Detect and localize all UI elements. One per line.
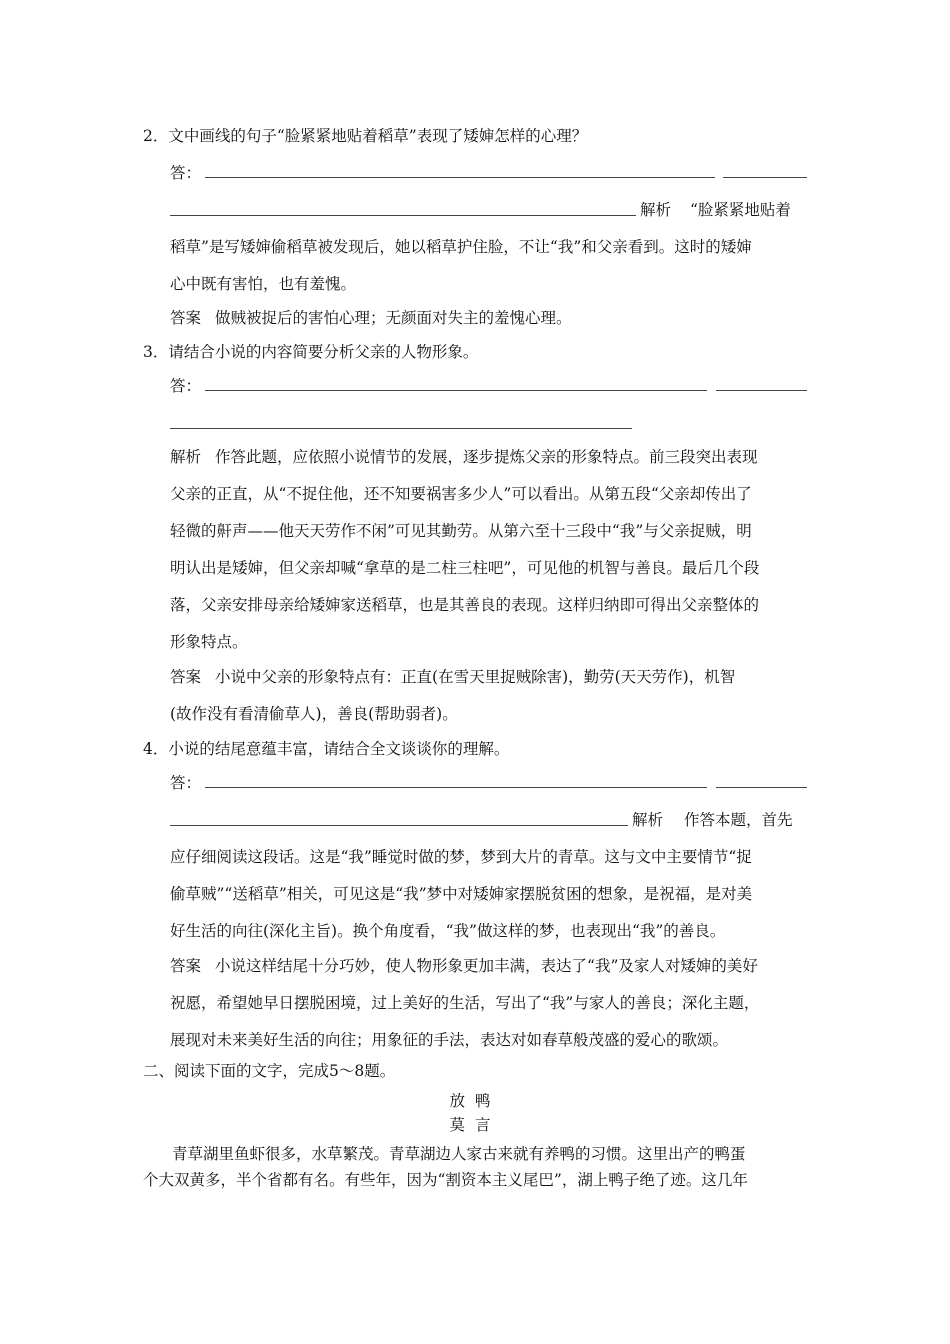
question-4: 4．小说的结尾意蕴丰富，请结合全文谈谈你的理解。 xyxy=(143,740,510,758)
story-paragraph: 青草湖里鱼虾很多，水草繁茂。青草湖边人家古来就有养鸭的习惯。这里出产的鸭蛋 xyxy=(172,1145,746,1163)
analysis-text-3: 形象特点。 xyxy=(170,633,248,651)
answer-text: 做贼被捉后的害怕心理；无颜面对失主的羞愧心理。 xyxy=(215,309,572,327)
section-heading: 二、阅读下面的文字，完成5～8题。 xyxy=(143,1062,396,1080)
answer-4 xyxy=(170,956,758,976)
analysis-text-2: 心中既有害怕，也有羞愧。 xyxy=(170,275,357,293)
answer-blank-line xyxy=(170,215,636,216)
answer-text-4: 祝愿，希望她早日摆脱困境，过上美好的生活，写出了“我”与家人的善良；深化主题， xyxy=(170,994,760,1012)
answer-blank-line xyxy=(205,787,707,788)
answer-blank-line xyxy=(170,428,632,429)
analysis-label-2: 解析 xyxy=(640,201,672,219)
analysis-text-3: 父亲的正直，从“不捉住他，还不知要祸害多少人”可以看出。从第五段“父亲却传出了 xyxy=(170,485,752,503)
answer-text-4: 展现对未来美好生活的向往；用象征的手法，表达对如春草般茂盛的爱心的歌颂。 xyxy=(170,1031,729,1049)
analysis-text-4: 应仔细阅读这段话。这是“我”睡觉时做的梦，梦到大片的青草。这与文中主要情节“捉 xyxy=(170,848,752,866)
analysis-label-4: 解析 xyxy=(632,811,664,829)
answer-blank-line xyxy=(205,390,707,391)
answer-blank-line xyxy=(716,390,807,391)
analysis-text-4: 偷草贼”“送稻草”相关，可见这是“我”梦中对矮婶家摆脱贫困的想象，是祝福，是对美 xyxy=(170,885,753,903)
analysis-text: 作答此题，应依照小说情节的发展，逐步提炼父亲的形象特点。前三段突出表现 xyxy=(215,448,758,466)
answer-2 xyxy=(170,308,572,328)
story-author: 莫言 xyxy=(449,1116,501,1134)
answer-label: 答案 xyxy=(170,668,202,686)
analysis-text-3: 轻微的鼾声——他天天劳作不闲”可见其勤劳。从第六至十三段中“我”与父亲捉贼，明 xyxy=(170,522,752,540)
answer-blank-line xyxy=(205,177,715,178)
answer-prefix-2: 答： xyxy=(170,164,202,182)
answer-label: 答案 xyxy=(170,309,202,327)
story-paragraph: 个大双黄多，半个省都有名。有些年，因为“割资本主义尾巴”，湖上鸭子绝了迹。这几年 xyxy=(143,1171,748,1189)
answer-blank-line xyxy=(716,787,807,788)
answer-prefix-3: 答： xyxy=(170,377,202,395)
answer-label: 答案 xyxy=(170,957,202,975)
analysis-text-2: “脸紧紧地贴着 xyxy=(690,201,791,219)
analysis-text-4: 好生活的向往(深化主旨)。换个角度看，“我”做这样的梦，也表现出“我”的善良。 xyxy=(170,922,726,940)
analysis-text-4: 作答本题，首先 xyxy=(684,811,793,829)
analysis-3 xyxy=(170,447,758,467)
answer-blank-line xyxy=(723,177,807,178)
answer-text: 小说这样结尾十分巧妙，使人物形象更加丰满，表达了“我”及家人对矮婶的美好 xyxy=(215,957,758,975)
question-2: 2．文中画线的句子“脸紧紧地贴着稻草”表现了矮婶怎样的心理？ xyxy=(143,127,588,145)
question-3: 3．请结合小说的内容简要分析父亲的人物形象。 xyxy=(143,343,479,361)
answer-blank-line xyxy=(170,825,628,826)
answer-prefix-4: 答： xyxy=(170,774,202,792)
analysis-label: 解析 xyxy=(170,448,202,466)
analysis-text-3: 明认出是矮婶，但父亲却喊“拿草的是二柱三柱吧”，可见他的机智与善良。最后几个段 xyxy=(170,559,760,577)
answer-text-3: (故作没有看清偷草人)，善良(帮助弱者)。 xyxy=(170,705,458,723)
answer-text: 小说中父亲的形象特点有：正直(在雪天里捉贼除害)，勤劳(天天劳作)，机智 xyxy=(215,668,736,686)
analysis-text-2: 稻草”是写矮婶偷稻草被发现后，她以稻草护住脸，不让“我”和父亲看到。这时的矮婶 xyxy=(170,238,752,256)
answer-3 xyxy=(170,667,735,687)
analysis-text-3: 落，父亲安排母亲给矮婶家送稻草，也是其善良的表现。这样归纳即可得出父亲整体的 xyxy=(170,596,760,614)
story-title: 放鸭 xyxy=(449,1092,501,1110)
